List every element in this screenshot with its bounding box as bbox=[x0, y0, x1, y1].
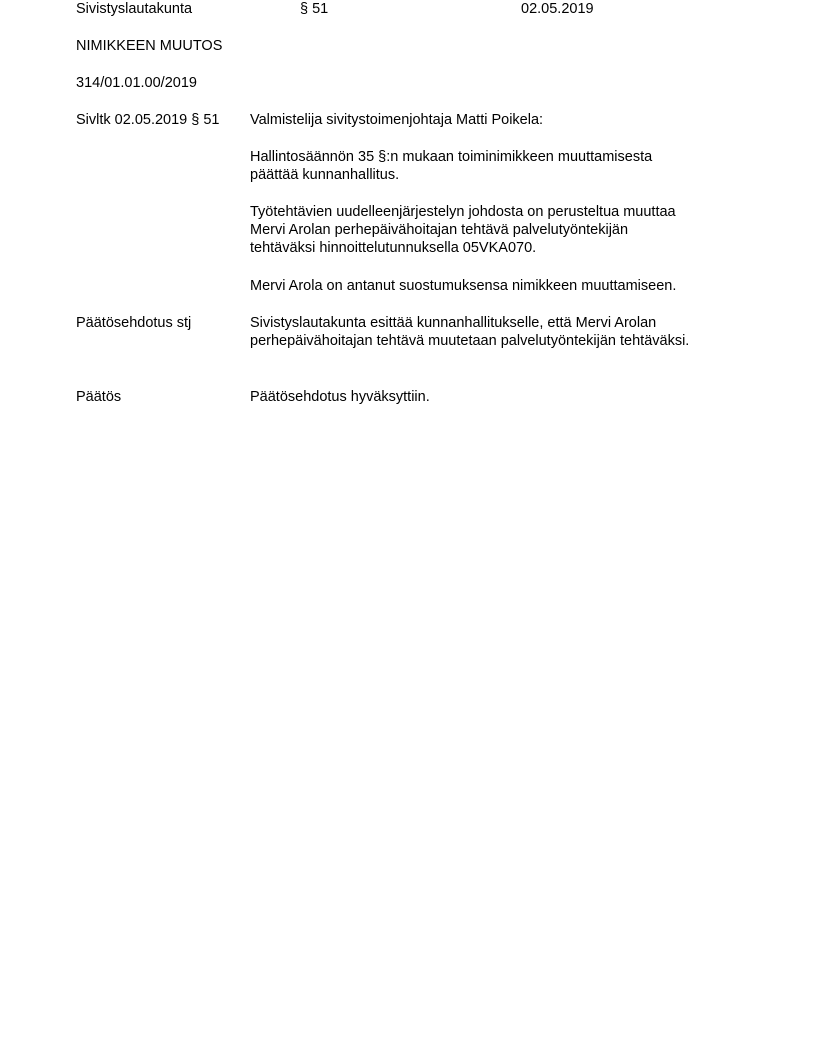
paragraph-line: päättää kunnanhallitus. bbox=[250, 167, 400, 183]
decision-text: Päätösehdotus hyväksyttiin. bbox=[250, 389, 430, 405]
preparer-line: Valmistelija sivitystoimenjohtaja Matti Poikela: bbox=[250, 112, 544, 128]
committee-name: Sivistyslautakunta bbox=[76, 1, 193, 17]
proposal-label: Päätösehdotus stj bbox=[76, 315, 192, 331]
page-title: NIMIKKEEN MUUTOS bbox=[76, 38, 223, 54]
paragraph-line: Hallintosäännön 35 §:n mukaan toiminimikkeen muuttamisesta bbox=[250, 149, 653, 165]
paragraph-reason bbox=[250, 203, 770, 257]
paragraph-line: Mervi Arola on antanut suostumuksensa nimikkeen muuttamiseen. bbox=[250, 278, 677, 294]
proposal-line: Sivistyslautakunta esittää kunnanhallitukselle, että Mervi Arolan bbox=[250, 315, 657, 331]
paragraph-consent bbox=[250, 277, 770, 295]
meeting-date: 02.05.2019 bbox=[521, 1, 594, 17]
paragraph-line: tehtäväksi hinnoittelutunnuksella 05VKA070. bbox=[250, 240, 537, 256]
proposal-text bbox=[250, 314, 770, 350]
record-number: 314/01.01.00/2019 bbox=[76, 75, 197, 91]
preparation-label: Sivltk 02.05.2019 § 51 bbox=[76, 112, 220, 128]
proposal-line: perhepäivähoitajan tehtävä muutetaan palvelutyöntekijän tehtäväksi. bbox=[250, 333, 690, 349]
paragraph-authority bbox=[250, 148, 770, 184]
paragraph-line: Mervi Arolan perhepäivähoitajan tehtävä palvelutyöntekijän bbox=[250, 222, 629, 238]
section-number: § 51 bbox=[300, 1, 329, 17]
decision-label: Päätös bbox=[76, 389, 122, 405]
paragraph-line: Työtehtävien uudelleenjärjestelyn johdosta on perusteltua muuttaa bbox=[250, 204, 676, 220]
